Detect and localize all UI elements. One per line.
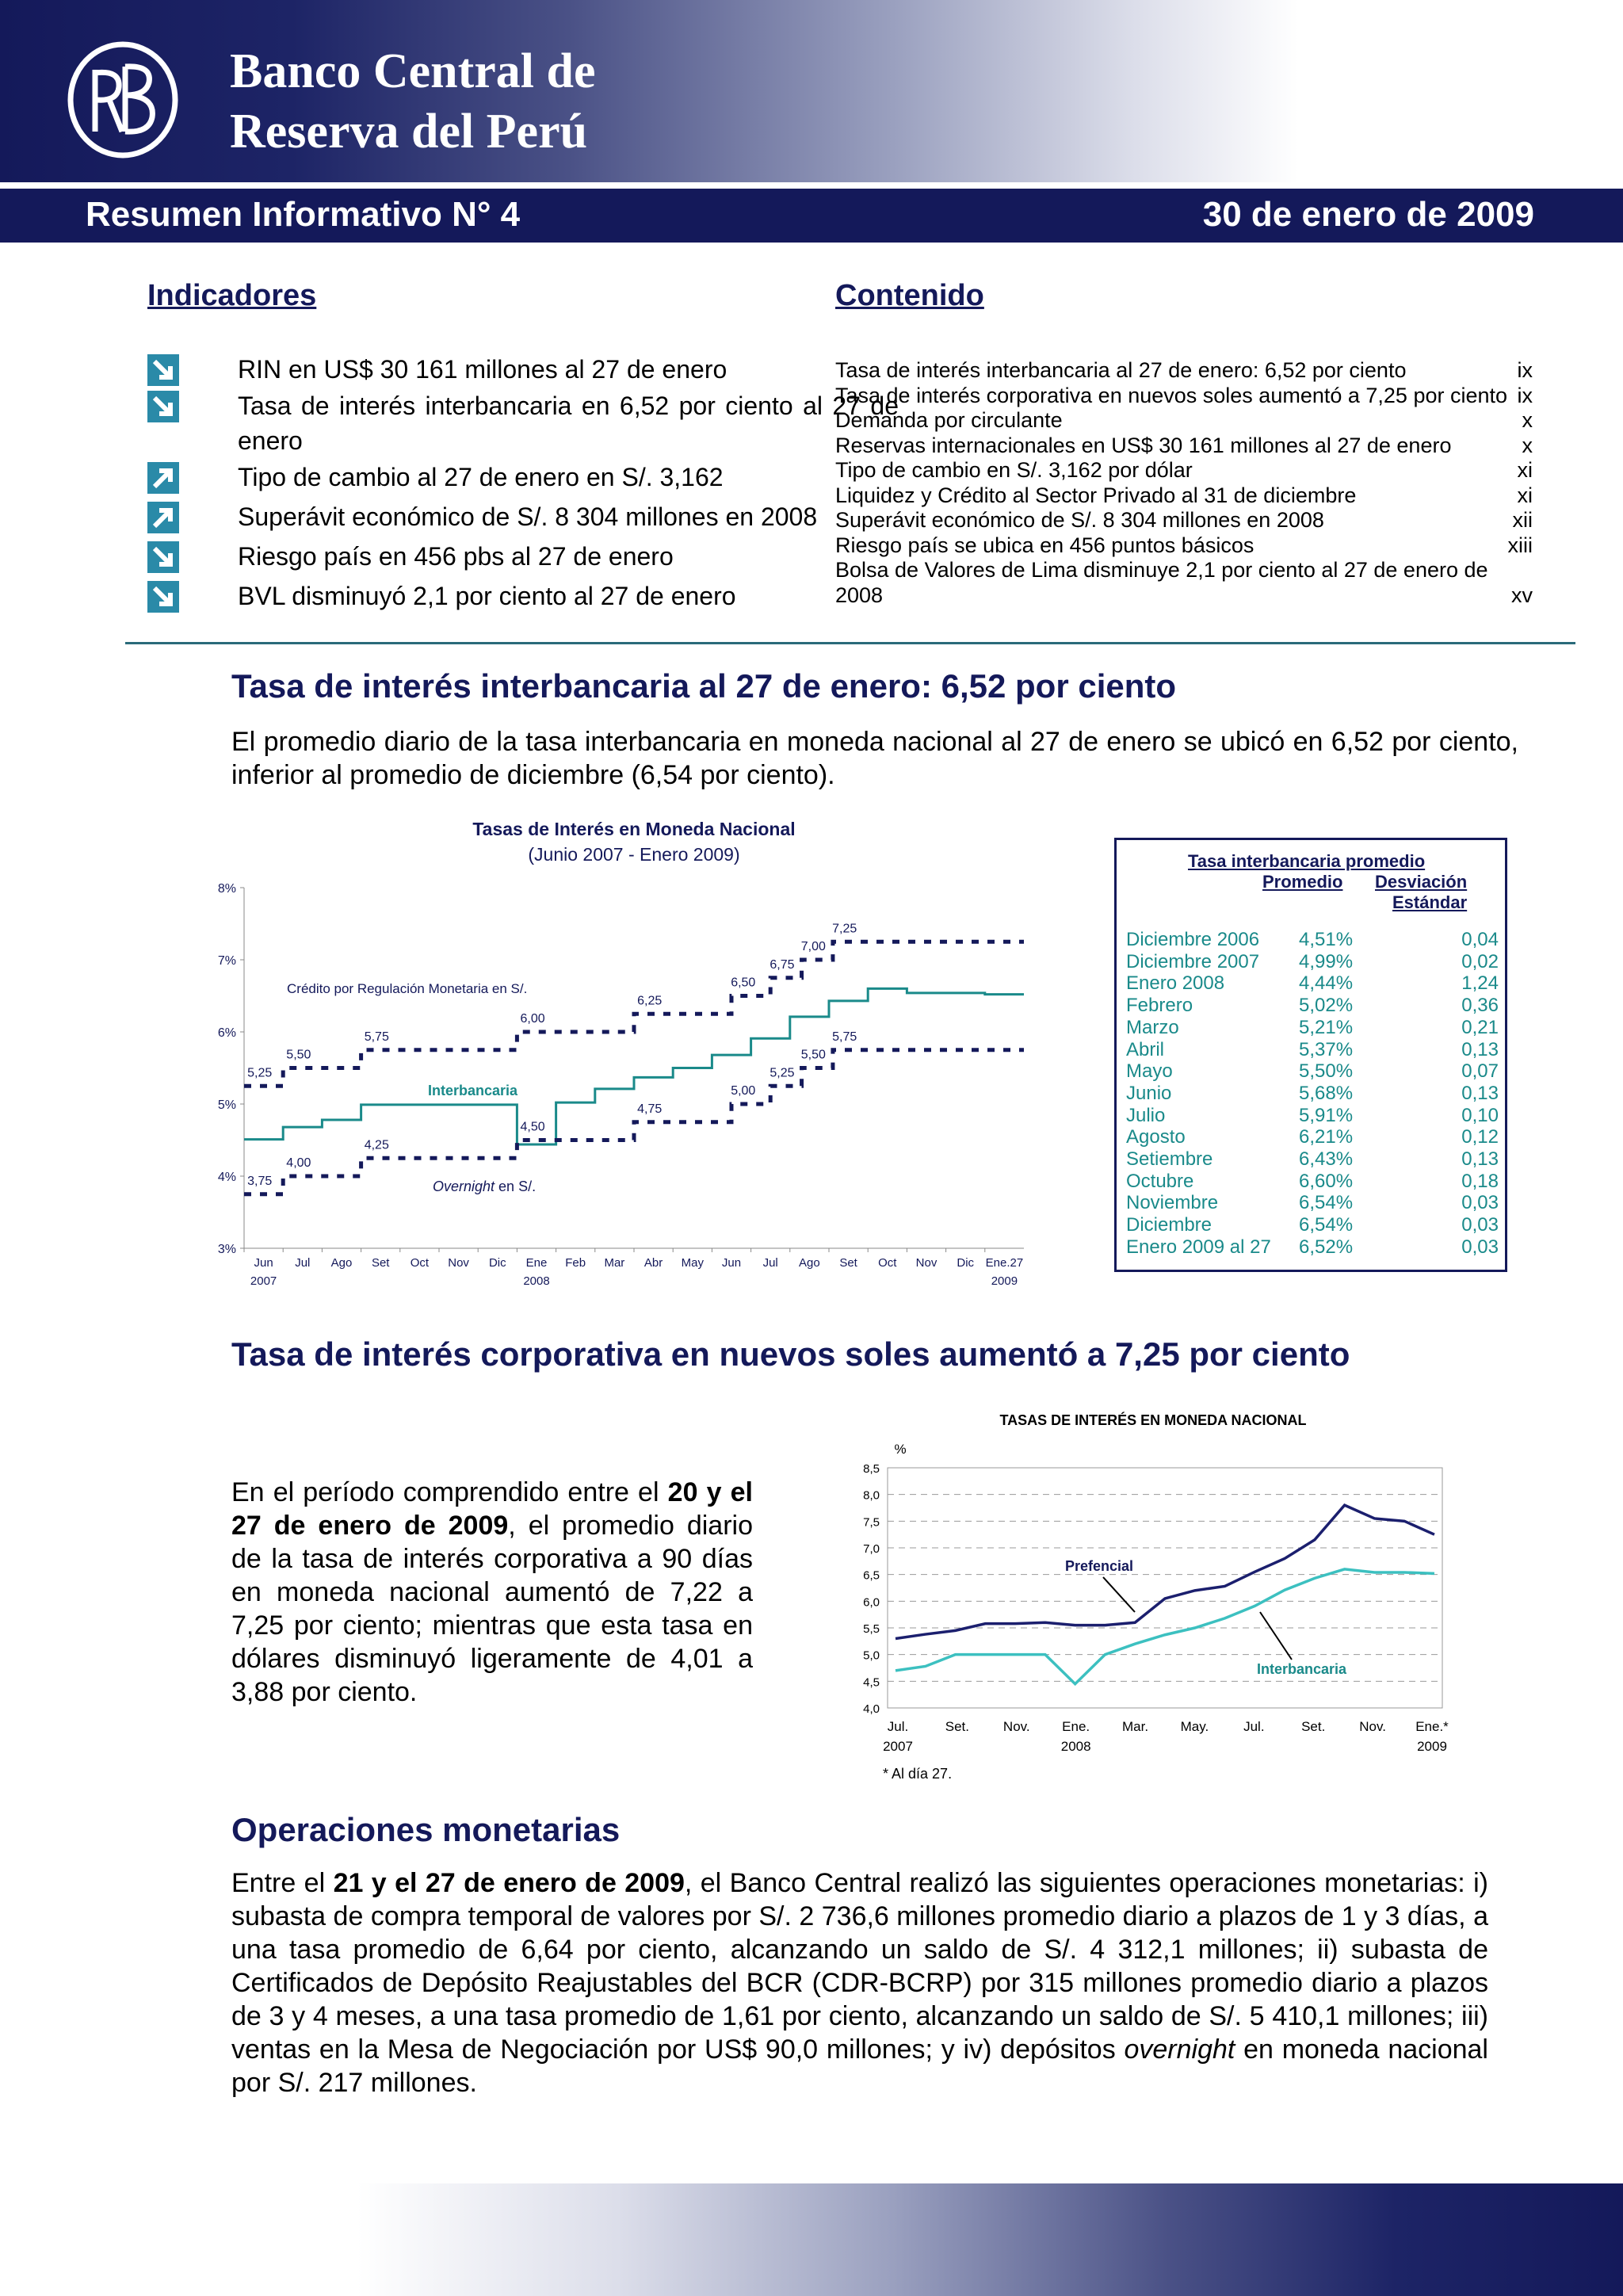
stats-cell-mean: 4,99% <box>1299 950 1354 972</box>
chart2-label-prefencial: Prefencial <box>1065 1558 1134 1574</box>
chart1-x-tick-label: Nov <box>448 1256 469 1270</box>
stats-cell-mean: 4,44% <box>1299 972 1354 995</box>
chart1-series-0 <box>244 942 1024 1086</box>
chart1-step-label: 5,50 <box>286 1048 311 1062</box>
contents-item[interactable] <box>835 533 1533 559</box>
contents-item[interactable] <box>835 408 1533 434</box>
indicator-text: Tasa de interés interbancaria en 6,52 por ciento al 27 de enero <box>238 392 899 455</box>
stats-cell-period: Octubre <box>1126 1170 1194 1192</box>
stats-cell-sd: 0,03 <box>1461 1192 1499 1214</box>
chart1-title: Tasas de Interés en Moneda Nacional <box>472 819 796 839</box>
stats-cell-sd: 0,02 <box>1461 950 1499 972</box>
arrow-up-icon <box>147 462 179 494</box>
section-divider <box>125 642 1575 644</box>
contents-item[interactable] <box>835 434 1533 459</box>
stats-cell-mean: 5,37% <box>1299 1038 1354 1060</box>
stats-row <box>1126 951 1499 973</box>
indicator-item <box>147 388 956 458</box>
section3-paragraph <box>231 1866 1488 2099</box>
stats-cell-sd: 0,12 <box>1461 1126 1499 1148</box>
bulletin-date: 30 de enero de 2009 <box>1202 195 1534 234</box>
chart1-step-label: 7,25 <box>832 922 857 936</box>
bank-name <box>230 41 596 162</box>
contents-item-page: x <box>1522 408 1533 432</box>
stats-cell-sd: 0,13 <box>1461 1148 1499 1170</box>
stats-row <box>1126 972 1499 995</box>
stats-cell-period: Mayo <box>1126 1060 1173 1083</box>
contents-item-page: xi <box>1517 458 1533 482</box>
chart2-x-tick-label: Jul. <box>1243 1719 1265 1734</box>
chart2-year-label: 2009 <box>1417 1739 1447 1754</box>
stats-row <box>1126 1060 1499 1083</box>
chart2-pointer-interbancaria <box>1260 1612 1292 1660</box>
chart1-x-tick-label: Ago <box>799 1256 820 1270</box>
bank-name-line1: Banco Central de <box>230 44 596 98</box>
chart2-year-label: 2008 <box>1060 1739 1091 1754</box>
stats-cell-period: Setiembre <box>1126 1148 1213 1170</box>
chart1-year-label: 2009 <box>991 1274 1018 1288</box>
contents-item-page: xii <box>1512 508 1533 532</box>
chart2-label-interbancaria: Interbancaria <box>1257 1661 1347 1677</box>
chart1-x-tick-label: Set <box>839 1256 857 1270</box>
stats-row <box>1126 1105 1499 1127</box>
chart1-x-tick-label: Jun <box>721 1256 742 1270</box>
contents-item[interactable] <box>835 384 1533 409</box>
chart2-y-tick-label: 7,5 <box>863 1515 880 1530</box>
indicator-text: Tipo de cambio al 27 de enero en S/. 3,162 <box>238 463 724 491</box>
bank-name-line2: Reserva del Perú <box>230 105 588 159</box>
stats-title: Tasa interbancaria promedio <box>1188 851 1426 871</box>
contents-item-page: ix <box>1517 358 1533 382</box>
chart1-overnight-italic: Overnight <box>433 1179 495 1194</box>
contents-item-label: Bolsa de Valores de Lima disminuye 2,1 por ciento al 27 de enero de <box>835 558 1488 582</box>
stats-cell-mean: 6,60% <box>1299 1170 1354 1192</box>
stats-cell-period: Diciembre <box>1126 1214 1212 1236</box>
indicators-heading: Indicadores <box>147 279 317 312</box>
chart1-step-label: 6,75 <box>769 957 795 972</box>
arrow-down-icon <box>147 391 179 422</box>
chart2-x-tick-label: Ene.* <box>1415 1719 1449 1734</box>
contents-item[interactable] <box>835 583 1533 609</box>
indicator-item <box>147 460 956 495</box>
stats-cell-mean: 4,51% <box>1299 929 1354 950</box>
chart1-x-tick-label: Feb <box>565 1256 586 1270</box>
stats-cell-period: Febrero <box>1126 995 1193 1017</box>
chart1-x-tick-label: Oct <box>410 1256 430 1270</box>
chart2-title: TASAS DE INTERÉS EN MONEDA NACIONAL <box>999 1412 1307 1428</box>
stats-cell-sd: 0,03 <box>1461 1236 1499 1258</box>
chart2-y-tick-label: 8,0 <box>863 1488 880 1503</box>
chart1-x-tick-label: Nov <box>915 1256 938 1270</box>
stats-cell-mean: 6,54% <box>1299 1214 1354 1236</box>
arrow-down-icon <box>147 354 179 386</box>
chart1-y-tick-label: 5% <box>217 1098 236 1112</box>
chart2-x-tick-label: Mar. <box>1122 1719 1149 1734</box>
stats-cell-period: Agosto <box>1126 1126 1186 1148</box>
stats-cell-sd: 0,13 <box>1461 1082 1499 1104</box>
stats-row <box>1126 1148 1499 1171</box>
arrow-down-icon <box>147 541 179 573</box>
contents-heading: Contenido <box>835 279 984 312</box>
stats-cell-sd: 0,07 <box>1461 1060 1499 1083</box>
chart2-y-tick-label: 5,0 <box>863 1648 880 1663</box>
chart1-step-label: 4,50 <box>520 1120 545 1134</box>
contents-item[interactable] <box>835 458 1533 483</box>
contents-item-label: Superávit económico de S/. 8 304 millones en 2008 <box>835 508 1324 532</box>
section3-title: Operaciones monetarias <box>231 1811 621 1848</box>
chart2-x-tick-label: Nov. <box>1359 1719 1386 1734</box>
stats-row <box>1126 1017 1499 1039</box>
chart2-y-tick-label: 6,0 <box>863 1595 880 1610</box>
stats-cell-period: Junio <box>1126 1082 1172 1104</box>
stats-cell-mean: 5,91% <box>1299 1104 1354 1126</box>
chart2-y-tick-label: 6,5 <box>863 1568 880 1583</box>
stats-cell-sd: 0,04 <box>1461 929 1499 950</box>
indicator-text: Superávit económico de S/. 8 304 millones en 2008 <box>238 502 818 531</box>
chart1-x-tick-label: Jun <box>254 1256 273 1270</box>
stats-row <box>1126 1192 1499 1214</box>
section3-date-bold: 21 y el 27 de enero de 2009 <box>333 1868 685 1898</box>
chart1-x-tick-label: Abr <box>643 1256 663 1270</box>
contents-item[interactable] <box>835 508 1533 533</box>
chart1-step-label: 4,00 <box>286 1156 311 1170</box>
indicator-item <box>147 352 956 387</box>
chart1-x-tick-label: Mar <box>604 1256 625 1270</box>
chart2-y-tick-label: 7,0 <box>863 1542 880 1556</box>
chart1-step-label: 3,75 <box>247 1174 273 1188</box>
indicator-item <box>147 499 956 534</box>
contents-item-label: Liquidez y Crédito al Sector Privado al 31 de diciembre <box>835 483 1357 507</box>
chart1-x-tick-label: Jul <box>762 1256 778 1270</box>
stats-cell-mean: 5,50% <box>1299 1060 1354 1083</box>
stats-row <box>1126 1039 1499 1061</box>
chart1-step-label: 7,00 <box>800 940 826 953</box>
chart2-ylabel: % <box>894 1442 907 1457</box>
stats-cell-sd: 0,21 <box>1461 1016 1499 1038</box>
chart2-x-tick-label: Set. <box>1301 1719 1326 1734</box>
section3-text-c: en moneda nacional por S/. 217 millones. <box>231 2034 1488 2098</box>
stats-cell-mean: 5,21% <box>1299 1016 1354 1038</box>
stats-cell-sd: 0,13 <box>1461 1038 1499 1060</box>
chart1-interbank-label: Interbancaria <box>428 1083 518 1098</box>
chart2-x-tick-label: Ene. <box>1062 1719 1090 1734</box>
chart1-x-tick-label: Ene <box>525 1256 548 1270</box>
chart2-y-tick-label: 4,0 <box>863 1702 880 1716</box>
section3-text-a: Entre el <box>231 1868 334 1898</box>
interbank-rates-chart <box>190 816 1062 1300</box>
stats-row <box>1126 995 1499 1017</box>
chart1-x-tick-label: Dic <box>488 1256 506 1270</box>
stats-cell-period: Noviembre <box>1126 1192 1219 1214</box>
chart1-step-label: 4,25 <box>364 1138 389 1152</box>
chart1-x-tick-label: Oct <box>878 1256 897 1270</box>
contents-item-label: Tasa de interés corporativa en nuevos soles aumentó a 7,25 por ciento <box>835 383 1508 407</box>
chart1-step-label: 5,25 <box>769 1066 795 1080</box>
chart1-x-tick-label: Ago <box>330 1256 353 1270</box>
chart1-year-label: 2007 <box>250 1274 277 1288</box>
chart2-x-tick-label: Set. <box>945 1719 970 1734</box>
stats-cell-period: Diciembre 2007 <box>1126 950 1260 972</box>
chart1-step-label: 5,50 <box>800 1048 826 1062</box>
contents-item[interactable] <box>835 483 1533 509</box>
chart2-y-tick-label: 4,5 <box>863 1675 880 1690</box>
chart2-y-tick-label: 5,5 <box>863 1622 880 1636</box>
chart1-step-label: 6,00 <box>520 1012 545 1026</box>
chart1-y-tick-label: 6% <box>217 1026 236 1040</box>
chart2-x-tick-label: May. <box>1180 1719 1209 1734</box>
chart1-series-2 <box>244 1050 1024 1194</box>
stats-cell-mean: 6,52% <box>1299 1236 1354 1258</box>
stats-col-mean: Promedio <box>1262 872 1343 892</box>
contents-list <box>835 358 1533 608</box>
stats-cell-mean: 6,54% <box>1299 1192 1354 1214</box>
indicator-text: BVL disminuyó 2,1 por ciento al 27 de enero <box>238 582 736 610</box>
chart1-y-tick-label: 4% <box>217 1171 236 1184</box>
chart1-x-tick-label: May <box>681 1256 704 1270</box>
chart1-x-tick-label: Jul <box>295 1256 311 1270</box>
bulletin-title: Resumen Informativo N° 4 <box>86 195 521 234</box>
stats-cell-mean: 5,02% <box>1299 995 1354 1017</box>
corporate-rates-chart <box>856 1401 1474 1766</box>
indicator-text: RIN en US$ 30 161 millones al 27 de enero <box>238 355 727 384</box>
contents-item[interactable] <box>835 358 1533 384</box>
indicator-item <box>147 579 956 613</box>
contents-item-label: Reservas internacionales en US$ 30 161 millones al 27 de enero <box>835 433 1452 457</box>
chart1-x-tick-label: Set <box>371 1256 390 1270</box>
contents-item-label: 2008 <box>835 583 884 607</box>
chart1-step-label: 6,25 <box>637 994 663 1008</box>
footer-banner <box>0 2183 1623 2296</box>
section2-date-bold: 20 y el 27 de enero de 2009 <box>231 1477 753 1541</box>
stats-cell-period: Diciembre 2006 <box>1126 929 1260 950</box>
chart1-step-label: 4,75 <box>637 1102 663 1116</box>
contents-item-label: Tipo de cambio en S/. 3,162 por dólar <box>835 458 1193 482</box>
chart1-year-label: 2008 <box>523 1274 550 1288</box>
stats-row <box>1126 1171 1499 1193</box>
stats-cell-mean: 6,21% <box>1299 1126 1354 1148</box>
contents-item-page: xiii <box>1507 533 1533 557</box>
contents-item-page: ix <box>1517 383 1533 407</box>
section2-text-b: , el promedio diario de la tasa de interés corporativa a 90 días en moneda nacional aumentó de 7,22 a 7,25 por ciento; mientras que esta tasa en dólares disminuyó ligeramente de 4,01 a 3,88 por ciento. <box>231 1511 753 1707</box>
stats-cell-sd: 0,18 <box>1461 1170 1499 1192</box>
chart2-y-tick-label: 8,5 <box>863 1462 880 1476</box>
section3-text-b: , el Banco Central realizó las siguientes operaciones monetarias: i) subasta de compra temporal de valores por S/. 2 736,6 millones promedio diario a plazos de 1 y 3 días, a una tasa promedio de 6,64 por ciento, alcanzando un saldo de S/. 4 312,1 millones; ii) subasta de Certificados de Depósito Reajustables del BCR (CDR-BCRP) por 315 millones promedio diario a plazos de 3 y 4 meses, a una tasa promedio de 1,61 por ciento, alcanzando un saldo de S/. 5 410,1 millones; iii) ventas en la Mesa de Negociación por US$ 90,0 millones; y iv) depósitos <box>231 1868 1489 2065</box>
interbank-stats-table <box>1114 838 1507 1272</box>
chart1-step-label: 5,75 <box>364 1030 389 1044</box>
chart1-y-tick-label: 3% <box>217 1243 236 1256</box>
arrow-down-icon <box>147 581 179 613</box>
chart2-series-0 <box>896 1505 1434 1638</box>
contents-item-label: Riesgo país se ubica en 456 puntos básicos <box>835 533 1254 557</box>
chart2-year-label: 2007 <box>883 1739 913 1754</box>
contents-item-page: xv <box>1511 583 1533 607</box>
contents-item-label: Demanda por circulante <box>835 408 1063 432</box>
chart2-x-tick-label: Jul. <box>887 1719 909 1734</box>
indicator-text: Riesgo país en 456 pbs al 27 de enero <box>238 542 674 571</box>
contents-item-label: Tasa de interés interbancaria al 27 de enero: 6,52 por ciento <box>835 358 1407 382</box>
stats-row <box>1126 1236 1499 1259</box>
chart1-step-label: 5,00 <box>731 1084 756 1098</box>
chart1-x-tick-label: Dic <box>957 1256 975 1270</box>
arrow-up-icon <box>147 502 179 533</box>
stats-cell-period: Enero 2009 al 27 <box>1126 1236 1271 1258</box>
chart2-footnote: * Al día 27. <box>883 1766 953 1782</box>
indicator-item <box>147 539 956 574</box>
stats-cell-period: Enero 2008 <box>1126 972 1225 995</box>
chart2-x-tick-label: Nov. <box>1002 1719 1030 1734</box>
chart2-pointer-prefencial <box>1103 1577 1135 1612</box>
chart1-credit-label: Crédito por Regulación Monetaria en S/. <box>287 981 528 996</box>
stats-col-sd: Desviación <box>1375 872 1468 892</box>
stats-cell-mean: 5,68% <box>1299 1082 1354 1104</box>
chart1-subtitle: (Junio 2007 - Enero 2009) <box>528 844 740 865</box>
section1-paragraph: El promedio diario de la tasa interbancaria en moneda nacional al 27 de enero se ubicó en 6,52 por ciento, inferior al promedio de diciembre (6,54 por ciento). <box>231 727 1518 790</box>
chart1-overnight-label <box>433 1179 536 1194</box>
bcrp-logo <box>63 38 182 161</box>
chart1-y-tick-label: 7% <box>217 954 236 968</box>
stats-cell-period: Marzo <box>1126 1016 1179 1038</box>
chart1-step-label: 6,50 <box>731 976 756 990</box>
stats-cell-mean: 6,43% <box>1299 1148 1354 1170</box>
section2-text-a: En el período comprendido entre el <box>231 1477 668 1507</box>
chart1-overnight-rest: en S/. <box>495 1179 537 1194</box>
chart1-step-label: 5,25 <box>247 1066 273 1080</box>
stats-cell-period: Abril <box>1126 1038 1165 1060</box>
stats-col-sd-2: Estándar <box>1392 892 1468 912</box>
section2-title: Tasa de interés corporativa en nuevos soles aumentó a 7,25 por ciento <box>231 1335 1350 1373</box>
chart2-plot-frame <box>888 1468 1442 1708</box>
section1-title: Tasa de interés interbancaria al 27 de enero: 6,52 por ciento <box>231 667 1177 705</box>
section3-overnight-italic: overnight <box>1124 2034 1235 2065</box>
chart1-x-tick-label: Ene.27 <box>985 1256 1024 1270</box>
stats-row <box>1126 1126 1499 1148</box>
stats-row <box>1126 1214 1499 1236</box>
contents-item-page: x <box>1522 433 1533 457</box>
contents-item-page: xi <box>1517 483 1533 507</box>
stats-cell-sd: 0,36 <box>1461 995 1499 1017</box>
stats-cell-sd: 0,10 <box>1461 1104 1499 1126</box>
chart1-y-tick-label: 8% <box>217 882 236 896</box>
stats-cell-period: Julio <box>1126 1104 1166 1126</box>
stats-cell-sd: 0,03 <box>1461 1214 1499 1236</box>
section2-paragraph <box>231 1476 753 1709</box>
stats-cell-sd: 1,24 <box>1461 972 1499 995</box>
stats-row <box>1126 929 1499 951</box>
contents-item[interactable] <box>835 558 1533 583</box>
chart1-step-label: 5,75 <box>832 1030 857 1044</box>
stats-row <box>1126 1083 1499 1105</box>
